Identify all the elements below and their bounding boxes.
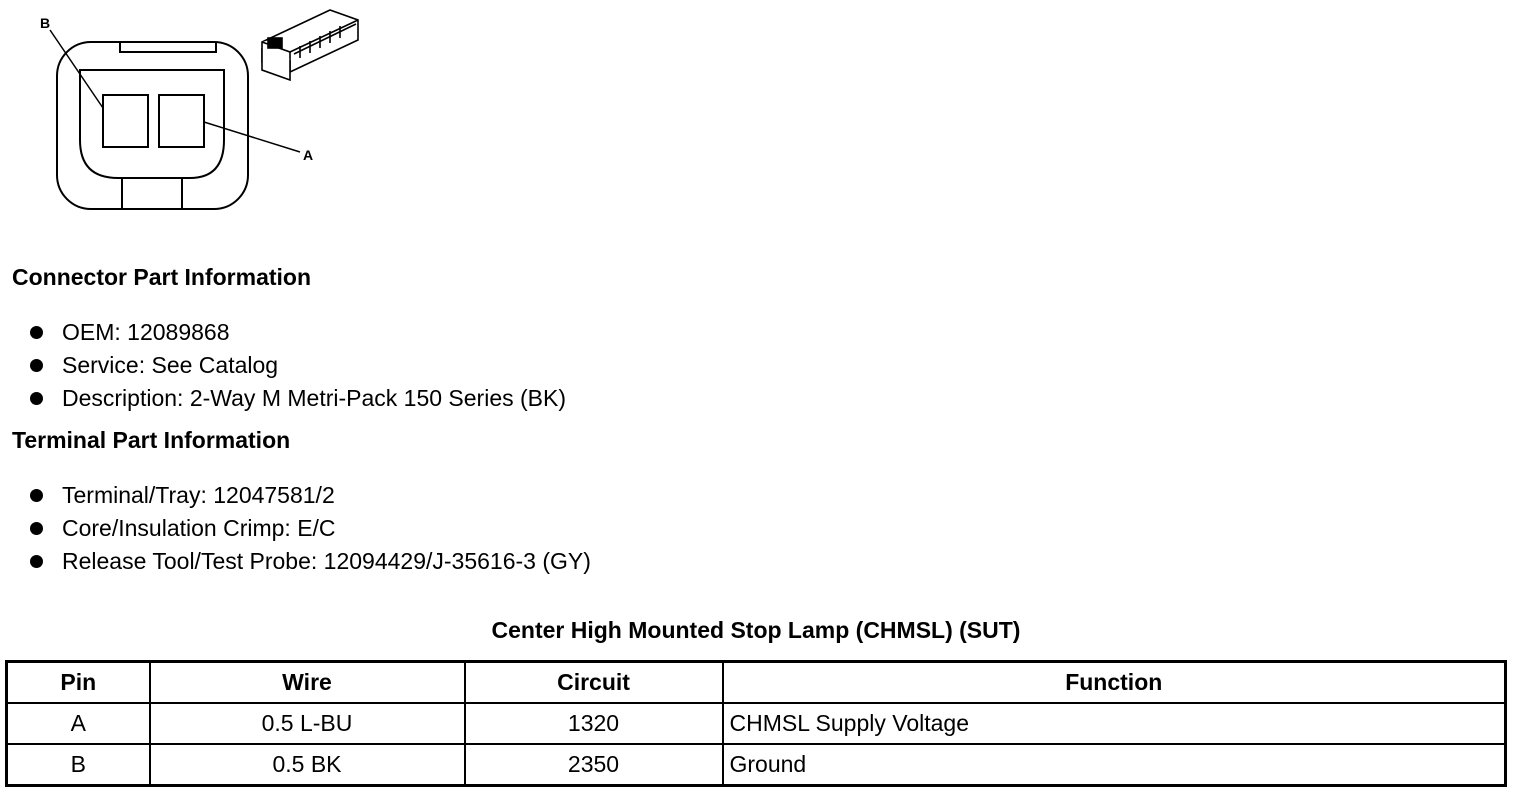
bullet-icon bbox=[30, 326, 43, 339]
cell-pin: B bbox=[7, 744, 150, 786]
cell-circuit: 1320 bbox=[465, 703, 723, 744]
table-row bbox=[7, 744, 1506, 786]
bullet-icon bbox=[30, 555, 43, 568]
bullet-icon bbox=[30, 359, 43, 372]
connector-thumbnail bbox=[262, 10, 358, 80]
list-item: Description: 2-Way M Metri-Pack 150 Series (BK) bbox=[30, 382, 566, 415]
bullet-icon bbox=[30, 522, 43, 535]
callout-a: A bbox=[303, 147, 314, 163]
list-item: Core/Insulation Crimp: E/C bbox=[30, 512, 591, 545]
list-item: Service: See Catalog bbox=[30, 349, 566, 382]
table-title: Center High Mounted Stop Lamp (CHMSL) (SUT) bbox=[491, 617, 1021, 643]
connector-info-heading: Connector Part Information bbox=[12, 264, 312, 290]
connector-diagram bbox=[0, 0, 380, 220]
cell-function: CHMSL Supply Voltage bbox=[723, 703, 1506, 744]
pinout-table bbox=[5, 660, 1507, 787]
table-header-row bbox=[7, 662, 1506, 704]
list-item: OEM: 12089868 bbox=[30, 316, 566, 349]
header-pin: Pin bbox=[7, 662, 150, 704]
cell-circuit: 2350 bbox=[465, 744, 723, 786]
table-row bbox=[7, 703, 1506, 744]
bullet-icon bbox=[30, 489, 43, 502]
header-circuit: Circuit bbox=[465, 662, 723, 704]
callout-b: B bbox=[40, 15, 51, 31]
header-function: Function bbox=[723, 662, 1506, 704]
bullet-icon bbox=[30, 392, 43, 405]
connector-info-list bbox=[30, 316, 566, 415]
cell-wire: 0.5 BK bbox=[150, 744, 465, 786]
list-item: Terminal/Tray: 12047581/2 bbox=[30, 479, 591, 512]
terminal-info-list bbox=[30, 479, 591, 578]
cell-pin: A bbox=[7, 703, 150, 744]
cell-wire: 0.5 L-BU bbox=[150, 703, 465, 744]
header-wire: Wire bbox=[150, 662, 465, 704]
cell-function: Ground bbox=[723, 744, 1506, 786]
terminal-info-heading: Terminal Part Information bbox=[12, 427, 291, 453]
list-item: Release Tool/Test Probe: 12094429/J-35616-3 (GY) bbox=[30, 545, 591, 578]
